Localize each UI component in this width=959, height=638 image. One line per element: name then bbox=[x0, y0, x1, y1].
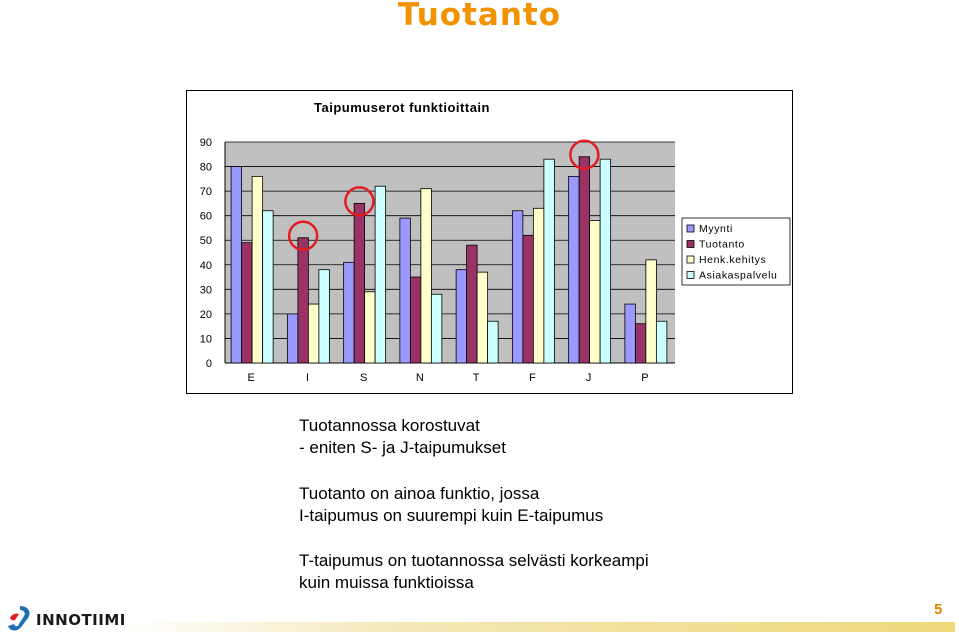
bar-myynti-p bbox=[625, 304, 636, 363]
bar-myynti-n bbox=[400, 218, 411, 363]
chart-title: Taipumuserot funktioittain bbox=[314, 100, 490, 115]
y-tick-label: 50 bbox=[199, 235, 212, 248]
legend-swatch bbox=[687, 256, 694, 263]
bar-tuotanto-i bbox=[298, 238, 309, 363]
paragraph-1-line-2: - eniten S- ja J-taipumukset bbox=[299, 438, 506, 457]
legend-swatch bbox=[687, 272, 694, 279]
bar-asiakaspalvelu-s bbox=[375, 186, 386, 363]
bar-asiakaspalvelu-j bbox=[600, 159, 611, 363]
legend-label: Myynti bbox=[699, 223, 733, 235]
legend-label: Henk.kehitys bbox=[699, 254, 767, 266]
legend-label: Asiakaspalvelu bbox=[699, 269, 778, 282]
x-tick-label: N bbox=[415, 372, 424, 384]
paragraph-2 bbox=[299, 483, 603, 527]
bar-asiakaspalvelu-n bbox=[431, 294, 442, 363]
bar-chart bbox=[187, 91, 792, 393]
bar-asiakaspalvelu-t bbox=[488, 321, 499, 363]
paragraph-3 bbox=[299, 550, 649, 594]
bar-myynti-t bbox=[456, 270, 467, 363]
x-tick-label: F bbox=[529, 372, 536, 384]
x-tick-label: E bbox=[247, 372, 255, 384]
x-tick-label: T bbox=[472, 372, 480, 384]
y-tick-label: 60 bbox=[199, 210, 212, 223]
bar-henkkehitys-n bbox=[421, 189, 432, 363]
paragraph-2-line-2: I-taipumus on suurempi kuin E-taipumus bbox=[299, 506, 604, 525]
x-tick-label: P bbox=[641, 372, 649, 384]
bar-tuotanto-p bbox=[635, 324, 646, 363]
bar-asiakaspalvelu-i bbox=[319, 270, 330, 363]
paragraph-1 bbox=[299, 415, 506, 459]
bar-tuotanto-t bbox=[467, 245, 478, 363]
y-tick-label: 90 bbox=[199, 137, 212, 149]
bar-tuotanto-j bbox=[579, 157, 590, 363]
legend-swatch bbox=[687, 241, 694, 248]
legend-label: Tuotanto bbox=[699, 238, 745, 251]
y-tick-label: 80 bbox=[199, 161, 212, 174]
paragraph-3-line-1: T-taipumus on tuotannossa selvästi korkeampi bbox=[299, 551, 649, 570]
bar-myynti-i bbox=[287, 314, 298, 363]
bar-henkkehitys-f bbox=[533, 208, 544, 363]
page-number: 5 bbox=[934, 601, 943, 618]
bar-myynti-s bbox=[344, 262, 355, 363]
bar-henkkehitys-j bbox=[590, 221, 601, 363]
bar-tuotanto-s bbox=[354, 203, 365, 363]
legend-swatch bbox=[687, 225, 694, 232]
bar-tuotanto-f bbox=[523, 235, 534, 363]
footer-bar bbox=[122, 622, 955, 632]
x-tick-label: I bbox=[305, 372, 309, 384]
y-tick-label: 40 bbox=[199, 259, 212, 272]
y-tick-label: 20 bbox=[199, 308, 212, 321]
bar-myynti-j bbox=[569, 176, 580, 363]
x-tick-label: J bbox=[585, 372, 592, 384]
y-tick-label: 10 bbox=[199, 333, 212, 346]
bar-myynti-f bbox=[512, 211, 523, 363]
paragraph-2-line-1: Tuotanto on ainoa funktio, jossa bbox=[299, 484, 540, 503]
bar-myynti-e bbox=[231, 167, 242, 363]
bar-asiakaspalvelu-p bbox=[656, 321, 667, 363]
paragraph-3-line-2: kuin muissa funktioissa bbox=[299, 573, 474, 592]
logo-text: INNOTIIMI bbox=[36, 611, 126, 629]
bar-henkkehitys-t bbox=[477, 272, 488, 363]
bar-henkkehitys-s bbox=[365, 292, 376, 363]
chart-frame bbox=[186, 90, 793, 394]
bar-tuotanto-e bbox=[242, 243, 253, 363]
y-tick-label: 0 bbox=[205, 358, 212, 370]
bar-asiakaspalvelu-e bbox=[263, 211, 274, 363]
bar-tuotanto-n bbox=[410, 277, 421, 363]
x-tick-label: S bbox=[359, 372, 368, 384]
bar-asiakaspalvelu-f bbox=[544, 159, 555, 363]
slide-title: Tuotanto bbox=[397, 0, 562, 33]
bar-henkkehitys-p bbox=[646, 260, 657, 363]
paragraph-1-line-1: Tuotannossa korostuvat bbox=[299, 416, 480, 435]
y-tick-label: 70 bbox=[199, 186, 212, 199]
bar-henkkehitys-i bbox=[308, 304, 319, 363]
bar-henkkehitys-e bbox=[252, 176, 263, 363]
y-tick-label: 30 bbox=[199, 284, 212, 297]
